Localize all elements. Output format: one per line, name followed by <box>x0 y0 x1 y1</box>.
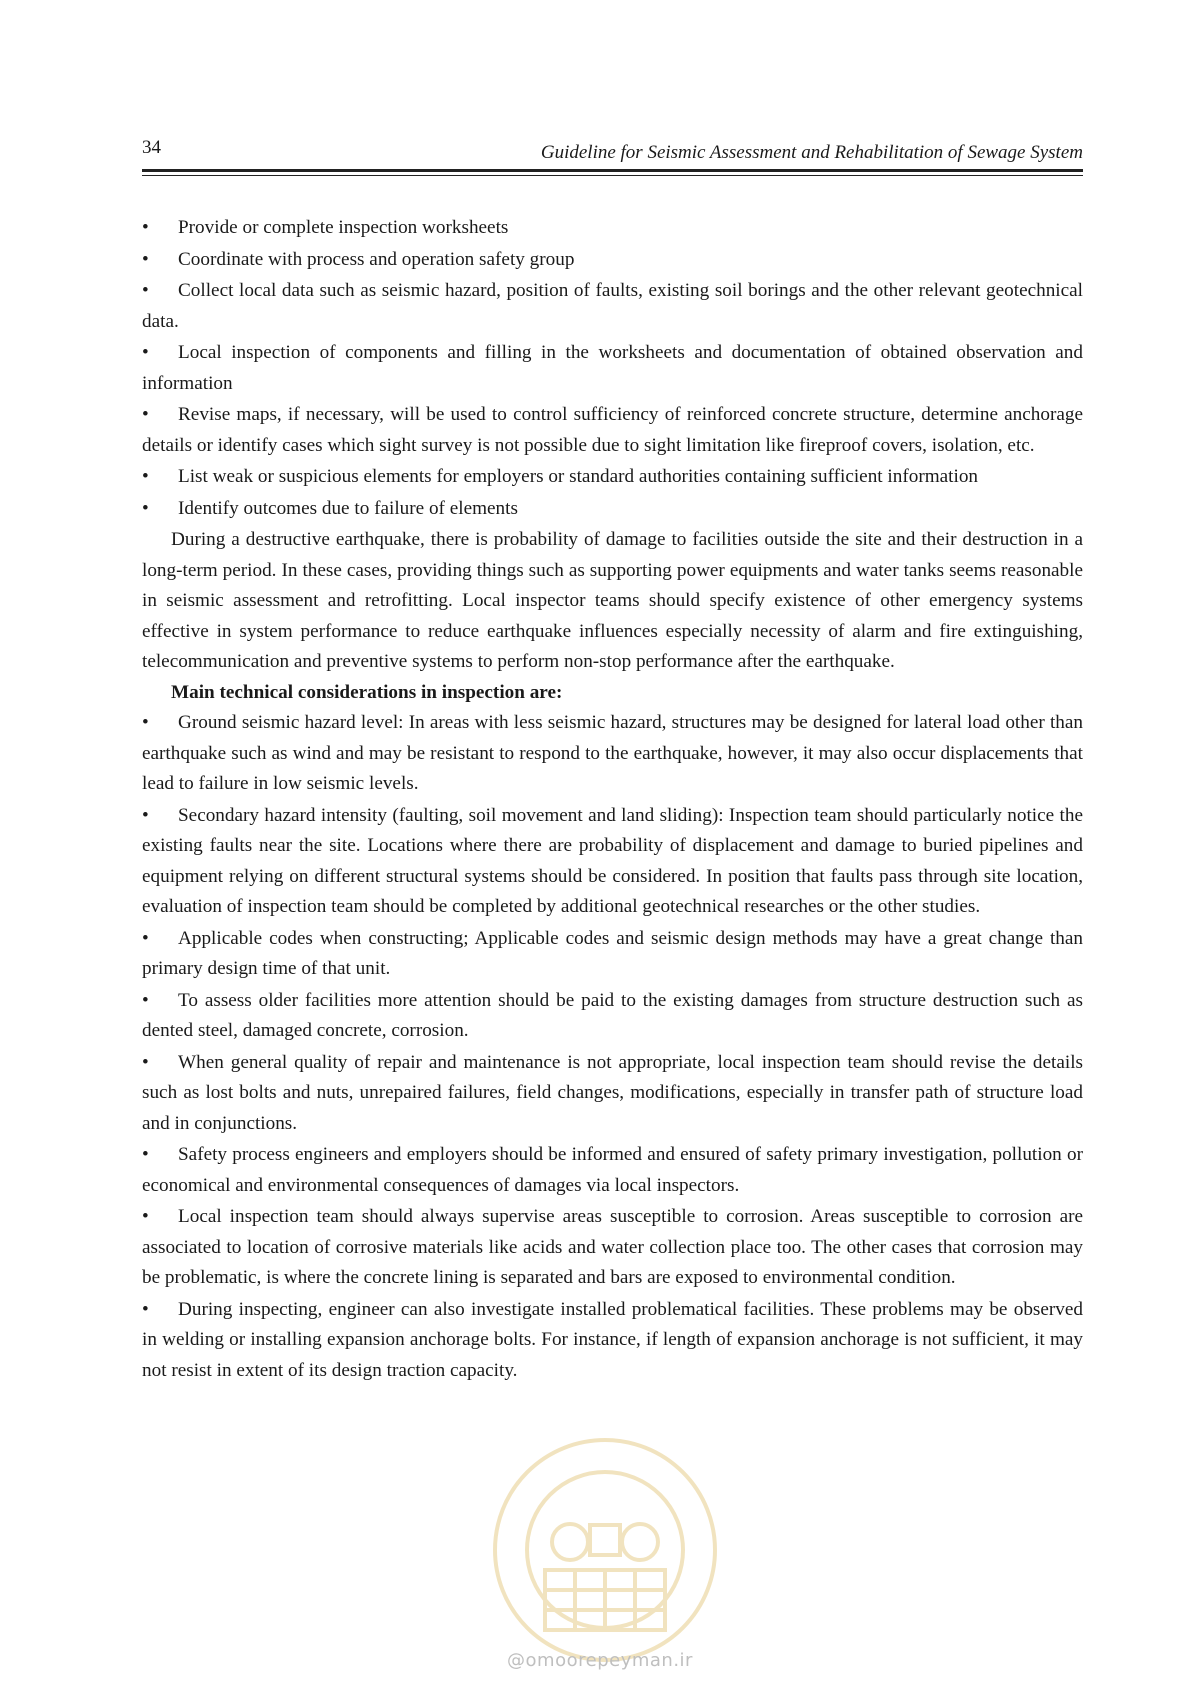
list-item-text: Safety process engineers and employers should be informed and ensured of safety primary investigation, pollution or economical and environmental consequences of damages via local inspectors. <box>142 1144 1083 1196</box>
list-item-text: When general quality of repair and maintenance is not appropriate, local inspection team should revise the details such as lost bolts and nuts, unrepaired failures, field changes, modifications, especially in transfer path of structure load and in conjunctions. <box>142 1051 1083 1134</box>
list-item-text: Provide or complete inspection worksheets <box>178 217 509 238</box>
list-item <box>142 1202 1083 1294</box>
bullet-icon: • <box>142 1051 149 1073</box>
list-item-text: Applicable codes when constructing; Applicable codes and seismic design methods may have a great change than primary design time of that unit. <box>142 927 1083 979</box>
running-title: Guideline for Seismic Assessment and Rehabilitation of Sewage System <box>540 142 1083 163</box>
list-item <box>142 708 1083 800</box>
watermark-text: @omoorepeyman.ir <box>507 1650 693 1671</box>
bullet-icon: • <box>142 342 149 363</box>
list-item <box>142 213 1083 244</box>
bullet-icon: • <box>142 497 149 519</box>
bullet-list-tasks <box>142 213 1083 524</box>
list-item-text: Local inspection team should always supervise areas susceptible to corrosion. Areas susceptible to corrosion are associated to location of corrosive materials like acids and water collection place too. The other cases that corrosion may be problematic, is where the concrete lining is separated and bars are exposed to environmental condition. <box>142 1206 1083 1288</box>
bullet-icon: • <box>142 1206 149 1227</box>
list-item <box>142 801 1083 923</box>
seal-logo-icon <box>485 1430 725 1670</box>
bullet-icon: • <box>142 1144 149 1165</box>
bullet-icon: • <box>142 466 149 487</box>
list-item-text: During inspecting, engineer can also investigate installed problematical facilities. These problems may be observed in welding or installing expansion anchorage bolts. For instance, if length of expansion anchorage is not sufficient, it may not resist in extent of its design traction capacity. <box>142 1298 1083 1381</box>
list-item-text: Collect local data such as seismic hazard, position of faults, existing soil borings and the other relevant geotechnical data. <box>142 280 1083 332</box>
list-item <box>142 494 1083 525</box>
list-item <box>142 276 1083 337</box>
list-item <box>142 1295 1083 1387</box>
bullet-icon: • <box>142 280 149 301</box>
body-paragraph: During a destructive earthquake, there is probability of damage to facilities outside the site and their destruction in a long-term period. In these cases, providing things such as supporting power equipments and water tanks seems reasonable in seismic assessment and retrofitting. Local inspector teams should specify existence of other emergency systems effective in system performance to reduce earthquake influences especially necessity of alarm and fire extinguishing, telecommunication and preventive systems to perform non-stop performance after the earthquake. <box>142 529 1083 672</box>
bullet-icon: • <box>142 248 149 270</box>
bullet-icon: • <box>142 404 149 425</box>
bullet-icon: • <box>142 804 149 826</box>
list-item <box>142 462 1083 493</box>
list-item-text: Coordinate with process and operation safety group <box>178 248 575 270</box>
list-item-text: List weak or suspicious elements for employers or standard authorities containing sufficient information <box>178 466 979 487</box>
page-number: 34 <box>142 137 161 158</box>
list-item <box>142 924 1083 985</box>
header-rule-thick <box>142 169 1083 172</box>
list-item-text: To assess older facilities more attention should be paid to the existing damages from structure destruction such as dented steel, damaged concrete, corrosion. <box>142 989 1083 1041</box>
list-item <box>142 400 1083 461</box>
list-item-text: Secondary hazard intensity (faulting, soil movement and land sliding): Inspection team should particularly notice the existing faults near the site. Locations where there are probability of displacement and damage to buried pipelines and equipment relying on different structural systems should be considered. In position that faults pass through site location, evaluation of inspection team should be completed by additional geotechnical researches or the other studies. <box>142 804 1083 917</box>
bullet-icon: • <box>142 927 149 949</box>
bullet-list-considerations <box>142 708 1083 1386</box>
list-item <box>142 986 1083 1047</box>
bullet-icon: • <box>142 989 149 1011</box>
header-rule-thin <box>142 175 1083 176</box>
list-item <box>142 245 1083 276</box>
list-item-text: Ground seismic hazard level: In areas with less seismic hazard, structures may be designed for lateral load other than earthquake such as wind and may be resistant to respond to the earthquake, however, it may also occur displacements that lead to failure in low seismic levels. <box>142 712 1083 794</box>
list-item <box>142 338 1083 399</box>
list-item <box>142 1140 1083 1201</box>
list-item-text: Local inspection of components and filling in the worksheets and documentation of obtained observation and information <box>142 342 1083 394</box>
section-heading: Main technical considerations in inspection are: <box>171 681 563 703</box>
page-body <box>142 213 1083 1387</box>
bullet-icon: • <box>142 217 149 238</box>
bullet-icon: • <box>142 1298 149 1320</box>
list-item <box>142 1048 1083 1140</box>
list-item-text: Identify outcomes due to failure of elements <box>178 497 518 519</box>
list-item-text: Revise maps, if necessary, will be used to control sufficiency of reinforced concrete structure, determine anchorage details or identify cases which sight survey is not possible due to sight limitation like fireproof covers, isolation, etc. <box>142 404 1083 456</box>
bullet-icon: • <box>142 712 149 733</box>
